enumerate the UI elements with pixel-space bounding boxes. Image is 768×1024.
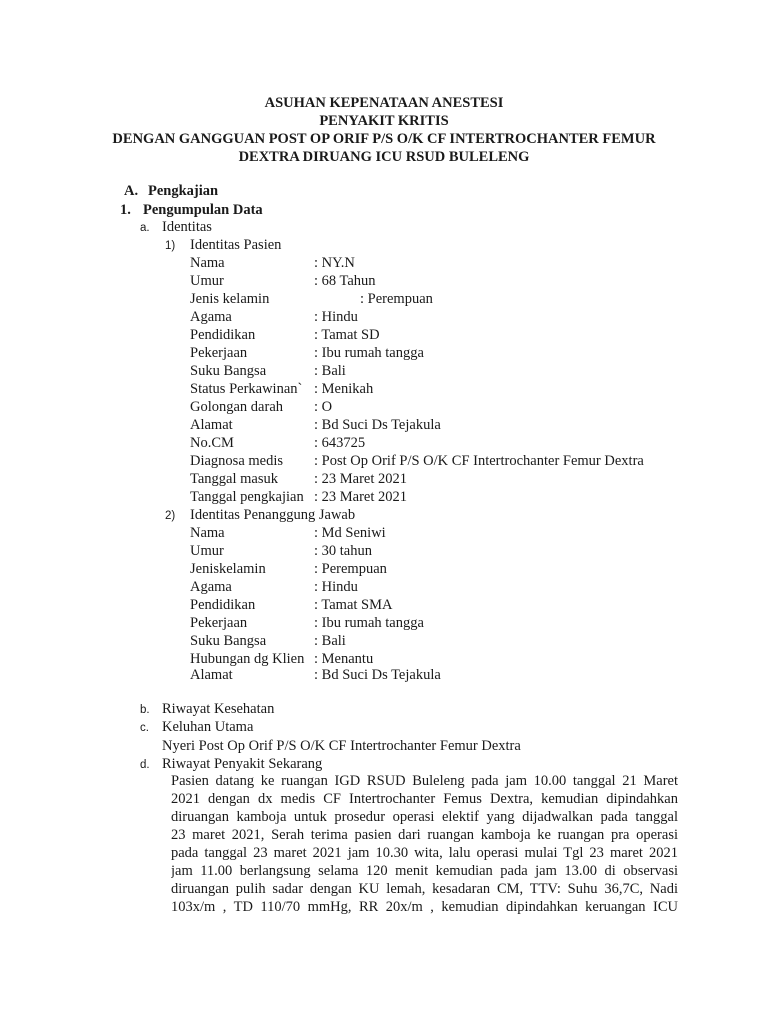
field-value: : Ibu rumah tangga xyxy=(314,345,424,361)
item-c-label: Keluhan Utama xyxy=(162,719,254,735)
field-label: Alamat xyxy=(190,667,233,683)
field-value: : 68 Tahun xyxy=(314,273,376,289)
field-label: No.CM xyxy=(190,435,234,451)
item-c-marker: c. xyxy=(140,722,149,734)
document-title-line-2: PENYAKIT KRITIS xyxy=(319,113,449,129)
field-label: Pendidikan xyxy=(190,597,256,613)
field-label: Jenis kelamin xyxy=(190,291,270,307)
paragraph-line: 23 maret 2021, Serah terima pasien dari ruangan kamboja ke ruangan pra operasi xyxy=(171,827,678,843)
paragraph-line: jam 11.00 berlangsung selama 120 menit kemudian pada jam 13.00 di observasi xyxy=(171,863,678,879)
field-value: : Hindu xyxy=(314,309,358,325)
paragraph-line: 103x/m , TD 110/70 mmHg, RR 20x/m , kemudian dipindahkan keruangan ICU xyxy=(171,899,678,915)
field-label: Nama xyxy=(190,255,225,271)
paragraph-line: Pasien datang ke ruangan IGD RSUD Buleleng pada jam 10.00 tanggal 21 Maret xyxy=(171,773,678,789)
guardian-heading: Identitas Penanggung Jawab xyxy=(190,507,356,523)
patient-heading: Identitas Pasien xyxy=(190,237,282,253)
field-value: : NY.N xyxy=(314,255,355,271)
field-label: Pendidikan xyxy=(190,327,256,343)
guardian-marker: 2) xyxy=(165,510,176,522)
field-value: : 30 tahun xyxy=(314,543,372,559)
field-value: : Bali xyxy=(314,633,346,649)
field-label: Hubungan dg Klien xyxy=(190,651,305,667)
field-value: : Ibu rumah tangga xyxy=(314,615,424,631)
field-value: : 643725 xyxy=(314,435,366,451)
paragraph-line: pada tanggal 23 maret 2021 jam 10.30 wita, lalu operasi mulai Tgl 23 maret 2021 xyxy=(171,845,678,861)
field-value: : Menantu xyxy=(314,651,374,667)
item-a-marker: a. xyxy=(140,222,150,234)
field-label: Agama xyxy=(190,309,232,325)
field-value: : Bd Suci Ds Tejakula xyxy=(314,417,441,433)
present-illness-paragraph xyxy=(171,772,678,916)
field-value: : Menikah xyxy=(314,381,374,397)
field-value: : Bali xyxy=(314,363,346,379)
field-value: : Post Op Orif P/S O/K CF Intertrochanter Femur Dextra xyxy=(314,453,644,469)
section-a-heading: Pengkajian xyxy=(148,183,219,199)
field-label: Pekerjaan xyxy=(190,345,248,361)
field-label: Umur xyxy=(190,273,224,289)
field-label: Diagnosa medis xyxy=(190,453,284,469)
paragraph-line: 2021 dengan dx medis CF Intertrochanter Femus Dextra, kemudian dipindahkan xyxy=(171,791,678,807)
patient-marker: 1) xyxy=(165,240,176,252)
chief-complaint-text: Nyeri Post Op Orif P/S O/K CF Intertrochanter Femur Dextra xyxy=(162,738,521,754)
field-value: : 23 Maret 2021 xyxy=(314,471,408,487)
item-b-marker: b. xyxy=(140,704,150,716)
document-title-line-1: ASUHAN KEPENATAAN ANESTESI xyxy=(264,95,504,111)
item-d-label: Riwayat Penyakit Sekarang xyxy=(162,756,323,772)
field-label: Tanggal pengkajian xyxy=(190,489,304,505)
subsection-1-marker: 1. xyxy=(120,202,131,218)
field-label: Pekerjaan xyxy=(190,615,248,631)
paragraph-line: diruangan pulih sadar dengan KU lemah, kesadaran CM, TTV: Suhu 36,7C, Nadi xyxy=(171,881,678,897)
item-d-marker: d. xyxy=(140,759,150,771)
field-label: Golongan darah xyxy=(190,399,284,415)
field-label: Tanggal masuk xyxy=(190,471,278,487)
field-value: : 23 Maret 2021 xyxy=(314,489,408,505)
field-label: Suku Bangsa xyxy=(190,633,267,649)
field-value: : Tamat SD xyxy=(314,327,380,343)
field-value: : Tamat SMA xyxy=(314,597,393,613)
field-value: : Md Seniwi xyxy=(314,525,386,541)
field-label: Umur xyxy=(190,543,224,559)
field-value: : Bd Suci Ds Tejakula xyxy=(314,667,441,683)
subsection-1-heading: Pengumpulan Data xyxy=(143,202,263,218)
field-label: Agama xyxy=(190,579,232,595)
field-label: Status Perkawinan` xyxy=(190,381,303,397)
field-label: Jeniskelamin xyxy=(190,561,266,577)
field-value: : Perempuan xyxy=(314,561,387,577)
item-b-label: Riwayat Kesehatan xyxy=(162,701,275,717)
field-label: Alamat xyxy=(190,417,233,433)
field-value: : Perempuan xyxy=(360,291,433,307)
field-label: Nama xyxy=(190,525,225,541)
paragraph-line: diruangan kamboja untuk prosedur operasi elektif yang dijadwalkan pada tanggal xyxy=(171,809,678,825)
field-label: Suku Bangsa xyxy=(190,363,267,379)
document-title-line-3: DENGAN GANGGUAN POST OP ORIF P/S O/K CF INTERTROCHANTER FEMUR xyxy=(112,131,656,147)
field-value: : O xyxy=(314,399,333,415)
item-a-label: Identitas xyxy=(162,219,212,235)
field-value: : Hindu xyxy=(314,579,358,595)
document-title-line-4: DEXTRA DIRUANG ICU RSUD BULELENG xyxy=(238,149,530,165)
section-a-marker: A. xyxy=(124,183,139,199)
